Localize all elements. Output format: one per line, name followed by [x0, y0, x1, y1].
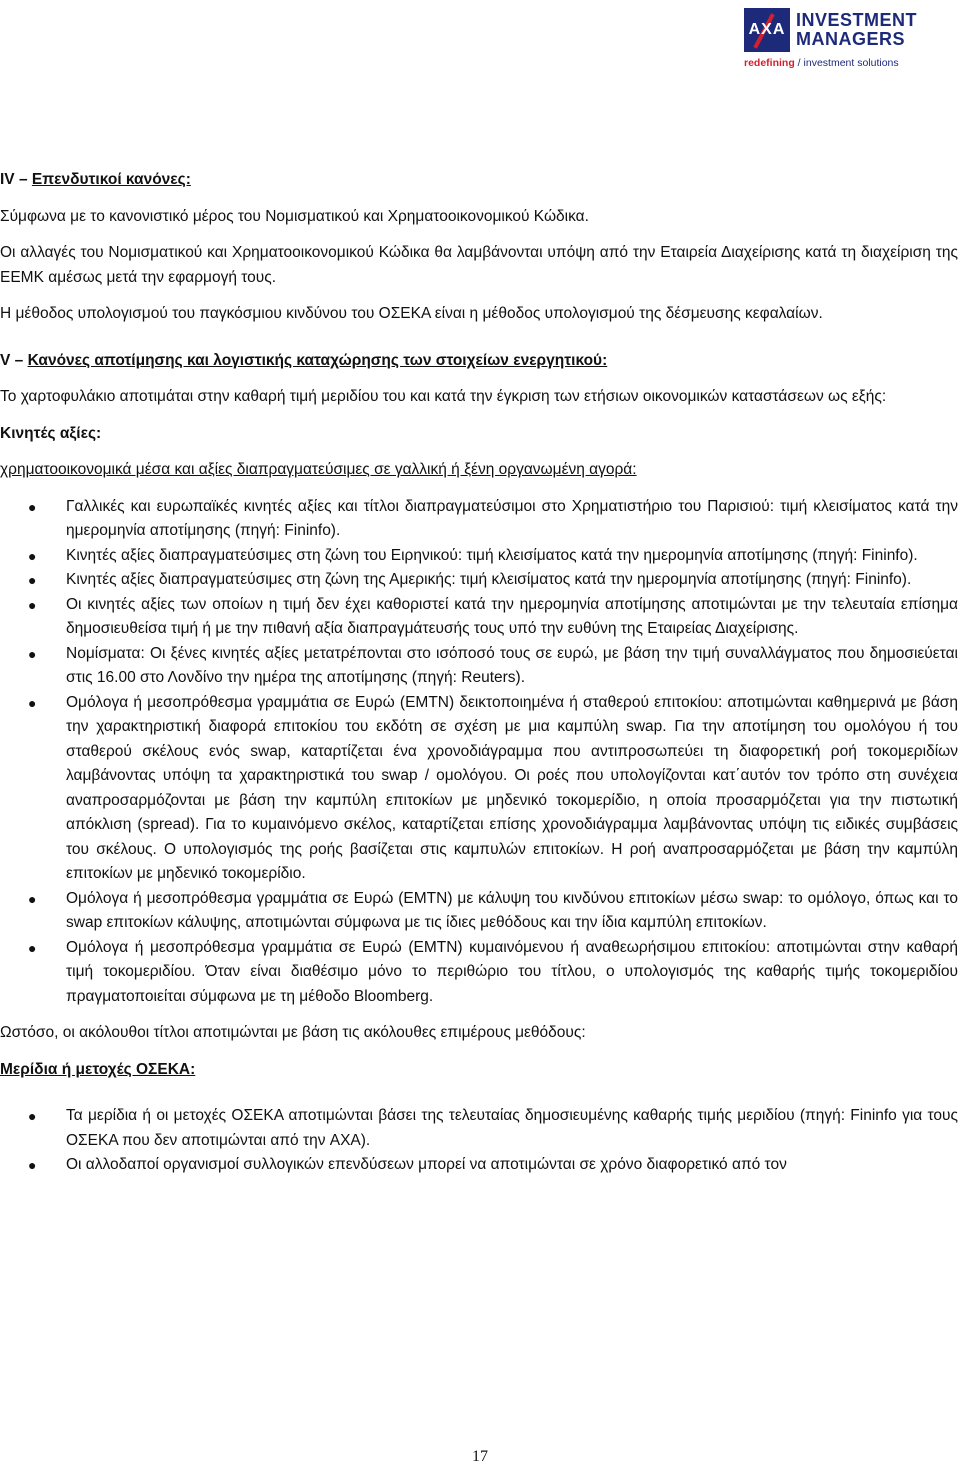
list-item-text: Ομόλογα ή μεσοπρόθεσμα γραμμάτια σε Ευρώ (EMTN) κυμαινόμενου ή αναθεωρήσιμου επιτοκίου: αποτιμώνται στην καθαρή τιμή τοκομεριδίου. Όταν είναι διαθέσιμο μόνο το περιθώριο του τίτλου, ο υπολογισμός της καθαρής τιμής τοκομεριδίου πραγματοποιείται σύμφωνα με τη μέθοδο Bloomberg.: [66, 938, 958, 1005]
tagline-redefining: redefining: [744, 57, 795, 69]
axa-mark-text: AXA: [748, 21, 786, 38]
bullet-icon: ●: [28, 547, 37, 564]
list-item: [0, 642, 958, 691]
list-item-text: Κινητές αξίες διαπραγματεύσιμες στη ζώνη του Ειρηνικού: τιμή κλεισίματος κατά την ημερομηνία αποτίμησης (πηγή: Fininfo).: [66, 546, 918, 564]
section-5-heading: [0, 349, 958, 374]
list-item-text: Ομόλογα ή μεσοπρόθεσμα γραμμάτια σε Ευρώ (EMTN) δεικτοποιημένα ή σταθερού επιτοκίου: αποτιμώνται καθημερινά με βάση την χαρακτηριστική διαφορά επιτοκίου του εκδότη σε σχέση με μια καμπύλη swap. Για την αποτίμηση του ομολόγου ή του σταθερού σκέλους ενός swap, καταρτίζεται ένα χρονοδιάγραμμα που αντιπροσωπεύει τη διαφορετική ροή τοκομεριδίων λαμβάνοντας υπόψη τα χαρακτηριστικά του swap / ομολόγου. Οι ροές που υπολογίζονται κατ΄αυτόν τον τρόπο στη συνέχεια αναπροσαρμόζονται με βάση την καμπύλη επιτοκίων με μηδενικό τοκομερίδιο, η οποία προσαρμόζεται για την πιστωτική απόκλιση (spread). Για το κυμαινόμενο σκέλος, καταρτίζεται επίσης χρονοδιάγραμμα λαμβάνοντας υπόψη τις ειδικές συμβάσεις του σκέλους. Ο υπολογισμός της ροής βασίζεται στις καμπυλών επιτοκίων. Η ροή αναπροσαρμόζεται με βάση την καμπύλη επιτοκίων με μηδενικό τοκομερίδιο.: [66, 693, 958, 882]
subheading-securities: Κινητές αξίες:: [0, 424, 102, 442]
list-item: [0, 936, 958, 1010]
section-5-paragraph-2: Ωστόσο, οι ακόλουθοι τίτλοι αποτιμώνται με βάση τις ακόλουθες επιμέρους μεθόδους:: [0, 1024, 586, 1041]
logo-line-2: MANAGERS: [796, 29, 906, 49]
list-item: [0, 495, 958, 544]
bullet-icon: ●: [28, 1108, 37, 1124]
axa-im-logo: [744, 8, 934, 72]
document-body: [0, 168, 958, 1178]
list-item: [0, 568, 958, 593]
bullet-icon: ●: [28, 596, 37, 613]
list-item-text: Ομόλογα ή μεσοπρόθεσμα γραμμάτια σε Ευρώ (EMTN) με κάλυψη του κινδύνου επιτοκίων μέσω swap: το ομόλογο, όπως και το swap επιτοκίων κάλυψης, αποτιμώνται σύμφωνα με τις ίδιες μεθόδους και την ίδια καμπύλη επιτοκίων.: [66, 889, 958, 931]
section-5-title: Κανόνες αποτίμησης και λογιστικής καταχώρησης των στοιχείων ενεργητικού:: [27, 351, 608, 369]
list-item-text: Οι αλλοδαποί οργανισμοί συλλογικών επενδύσεων μπορεί να αποτιμώνται σε χρόνο διαφορετικό από τον: [66, 1156, 787, 1173]
section-4-heading: [0, 168, 958, 193]
bullet-icon: ●: [28, 939, 37, 956]
axa-mark: [744, 8, 790, 52]
subheading-ucits-units: Μερίδια ή μετοχές ΟΣΕΚΑ:: [0, 1060, 196, 1078]
section-4-paragraph-1: Σύμφωνα με το κανονιστικό μέρος του Νομισματικού και Χρηματοοικονομικού Κώδικα.: [0, 207, 589, 225]
list-item: [0, 544, 958, 569]
list-item-text: Κινητές αξίες διαπραγματεύσιμες στη ζώνη της Αμερικής: τιμή κλεισίματος κατά την ημερομηνία αποτίμησης (πηγή: Fininfo).: [66, 571, 912, 588]
bullet-icon: ●: [28, 1157, 37, 1173]
list-item: [0, 1153, 958, 1178]
valuation-rules-list: [0, 495, 958, 1010]
list-item: [0, 691, 958, 887]
subheading-regulated-markets: χρηματοοικονομικά μέσα και αξίες διαπραγματεύσιμες σε γαλλική ή ξένη οργανωμένη αγορά:: [0, 461, 637, 478]
section-4-paragraph-2: Οι αλλαγές του Νομισματικού και Χρηματοοικονομικού Κώδικα θα λαμβάνονται υπόψη από την Εταιρεία Διαχείρισης κατά τη διαχείριση της ΕΕΜΚ αμέσως μετά την εφαρμογή τους.: [0, 244, 958, 286]
tagline-rest: / investment solutions: [794, 57, 899, 69]
bullet-icon: ●: [28, 498, 37, 515]
list-item-text: Νομίσματα: Οι ξένες κινητές αξίες μετατρέπονται στο ισόποσό τους σε ευρώ, με βάση την τιμή συναλλάγματος που δημοσιεύεται στις 16.00 στο Λονδίνο την ημέρα της αποτίμησης (πηγή: Reuters).: [66, 644, 958, 686]
list-item: [0, 1104, 958, 1153]
logo-tagline: [744, 56, 899, 70]
section-5-number: V –: [0, 351, 28, 369]
section-4-paragraph-3: Η μέθοδος υπολογισμού του παγκόσμιου κινδύνου του ΟΣΕΚΑ είναι η μέθοδος υπολογισμού της δέσμευσης κεφαλαίων.: [0, 305, 823, 322]
bullet-icon: ●: [28, 694, 37, 711]
section-5-paragraph-1: Το χαρτοφυλάκιο αποτιμάται στην καθαρή τιμή μεριδίου του και κατά την έγκριση των ετήσιων οικονομικών καταστάσεων ως εξής:: [0, 388, 887, 405]
logo-line-1: INVESTMENT: [796, 10, 918, 30]
list-item-text: Οι κινητές αξίες των οποίων η τιμή δεν έχει καθοριστεί κατά την ημερομηνία αποτίμησης αποτιμώνται με την τελευταία επίσημα δημοσιευθείσα τιμή ή με την πιθανή αξία διαπραγμάτευσής τους υπό την ευθύνη της Εταιρείας Διαχείρισης.: [66, 595, 958, 637]
section-4-title: Επενδυτικοί κανόνες:: [31, 171, 191, 188]
bullet-icon: ●: [28, 890, 37, 907]
list-item: [0, 887, 958, 936]
list-item-text: Γαλλικές και ευρωπαϊκές κινητές αξίες και τίτλοι διαπραγματεύσιμοι στο Χρηματιστήριο του Παρισιού: τιμή κλεισίματος κατά την ημερομηνία αποτίμησης (πηγή: Fininfo).: [66, 497, 958, 539]
list-item: [0, 593, 958, 642]
bullet-icon: ●: [28, 572, 37, 588]
list-item-text: Τα μερίδια ή οι μετοχές ΟΣΕΚΑ αποτιμώνται βάσει της τελευταίας δημοσιευμένης καθαρής τιμής μεριδίου (πηγή: Fininfo για τους ΟΣΕΚΑ που δεν αποτιμώνται από την AXA).: [66, 1107, 958, 1149]
page-number: 17: [472, 1448, 488, 1465]
bullet-icon: ●: [28, 645, 37, 662]
ucits-valuation-list: [0, 1104, 958, 1178]
section-4-number: IV –: [0, 171, 32, 188]
